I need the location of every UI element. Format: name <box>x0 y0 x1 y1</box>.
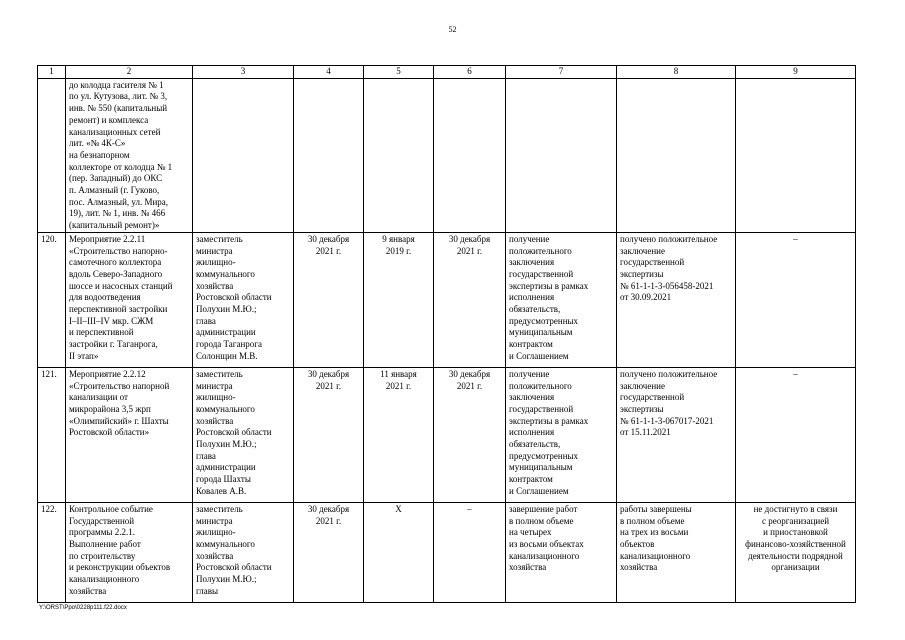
event-name-line: (капитальный ремонт)» <box>69 220 160 231</box>
fact-start-date-line: 9 января <box>382 233 415 244</box>
column-number-5: 5 <box>364 66 434 79</box>
event-name-line: (пер. Западный) до ОКС <box>69 173 163 184</box>
planned-result-line: и Соглашением <box>509 485 569 496</box>
actual-result-cell <box>617 502 736 602</box>
fact-start-date-line: 2021 г. <box>385 380 412 391</box>
actual-result-line: объектов <box>620 538 655 549</box>
column-number-4: 4 <box>294 66 364 79</box>
planned-result-line: экспертизы в рамках <box>509 415 589 426</box>
row-number-cell <box>38 232 66 367</box>
deviation-reason-line: с реорганизацией <box>761 515 830 526</box>
column-number-9: 9 <box>736 66 856 79</box>
planned-result-line: на четырех <box>509 527 552 538</box>
responsible-line: Ковалев А.В. <box>196 485 247 496</box>
actual-result-line: экспертизы <box>620 268 664 279</box>
event-name-line: «Строительство напорной <box>69 380 170 391</box>
responsible-line: Ростовской области <box>196 292 272 303</box>
actual-result-line: получено положительное <box>620 233 718 244</box>
actual-result-cell <box>617 367 736 502</box>
event-name-line: Мероприятие 2.2.11 <box>69 233 146 244</box>
table-row <box>38 367 856 502</box>
actual-result-line: государственной <box>620 257 685 268</box>
responsible-line: глава <box>196 315 216 326</box>
responsible-line: Солонщин М.В. <box>196 350 258 361</box>
event-name-line: «Олимпийский» г. Шахты <box>69 415 169 426</box>
responsible-line: коммунального <box>196 403 255 414</box>
column-number-7: 7 <box>506 66 617 79</box>
deviation-reason-cell <box>736 232 856 367</box>
event-name-line: и перспективной <box>69 327 134 338</box>
fact-end-date-line: 2021 г. <box>456 380 483 391</box>
fact-start-date-cell <box>364 78 434 232</box>
event-name-line: хозяйства <box>69 585 107 596</box>
planned-result-line: положительного <box>509 380 572 391</box>
event-name-line: «Строительство напорно- <box>69 245 168 256</box>
table-row <box>38 502 856 602</box>
event-name-line: п. Алмазный (г. Гуково, <box>69 185 160 196</box>
planned-result-line: контрактом <box>509 339 553 350</box>
responsible-line: заместитель <box>196 233 243 244</box>
event-name-cell <box>66 367 193 502</box>
deviation-reason-line: не достигнуто в связи <box>753 503 838 514</box>
responsible-line: Ростовской области <box>196 427 272 438</box>
fact-end-date-cell <box>434 367 506 502</box>
fact-end-date-cell <box>434 232 506 367</box>
responsible-cell <box>193 502 294 602</box>
file-path-footer: Y:\ORST\Ppo\0228p111.f22.docx <box>39 605 127 611</box>
responsible-line: города Таганрога <box>196 339 262 350</box>
event-name-line: ремонт) и комплекса <box>69 114 149 125</box>
actual-result-line: № 61-1-1-3-056458-2021 <box>620 280 714 291</box>
responsible-line: Полухин М.Ю.; <box>196 574 257 585</box>
event-name-line: Контрольное событие <box>69 503 153 514</box>
plan-date-cell <box>294 232 364 367</box>
actual-result-line: от 30.09.2021 <box>620 292 672 303</box>
deviation-reason-line: и приостановкой <box>763 527 828 538</box>
row-number: 120. <box>41 233 57 244</box>
actual-result-line: хозяйства <box>620 562 658 573</box>
event-name-line: лит. «№ 4К-С» <box>69 138 126 149</box>
responsible-line: Полухин М.Ю.; <box>196 439 257 450</box>
planned-result-line: канализационного <box>509 550 580 561</box>
table-row <box>38 78 856 232</box>
deviation-reason-cell <box>736 502 856 602</box>
page-number: 52 <box>448 25 457 34</box>
responsible-line: Ростовской области <box>196 562 272 573</box>
responsible-line: жилищно- <box>196 257 236 268</box>
deviation-reason-cell <box>736 367 856 502</box>
fact-end-date-line: – <box>467 503 472 514</box>
event-name-line: самотечного коллектора <box>69 257 162 268</box>
event-name-line: канализации от <box>69 392 128 403</box>
planned-result-cell <box>506 232 617 367</box>
actual-result-line: на трех из восьми <box>620 527 689 538</box>
event-name-cell <box>66 502 193 602</box>
plan-date-line: 2021 г. <box>315 380 342 391</box>
table-body <box>38 66 856 603</box>
event-name-line: Государственной <box>69 515 135 526</box>
event-name-line: и реконструкции объектов <box>69 562 171 573</box>
responsible-line: глава <box>196 450 216 461</box>
event-name-line: Ростовской области» <box>69 427 150 438</box>
column-number-1: 1 <box>38 66 66 79</box>
actual-result-line: государственной <box>620 392 685 403</box>
header-row <box>38 66 856 79</box>
plan-date-line: 30 декабря <box>307 368 350 379</box>
planned-result-line: предусмотренных <box>509 450 579 461</box>
actual-result-line: канализационного <box>620 550 691 561</box>
event-name-cell <box>66 78 193 232</box>
event-name-line: программы 2.2.1. <box>69 527 135 538</box>
event-name-line: застройки г. Таганрога, <box>69 339 158 350</box>
fact-end-date-cell <box>434 502 506 602</box>
actual-result-cell <box>617 232 736 367</box>
responsible-line: Полухин М.Ю.; <box>196 304 257 315</box>
fact-start-date-cell <box>364 367 434 502</box>
event-name-line: Мероприятие 2.2.12 <box>69 368 146 379</box>
table-row <box>38 232 856 367</box>
responsible-cell <box>193 232 294 367</box>
plan-date-line: 2021 г. <box>315 245 342 256</box>
plan-date-cell <box>294 78 364 232</box>
column-number-2: 2 <box>66 66 193 79</box>
column-number-3: 3 <box>193 66 294 79</box>
responsible-line: администрации <box>196 462 256 473</box>
responsible-line: жилищно- <box>196 392 236 403</box>
planned-result-line: получение <box>509 233 550 244</box>
planned-result-line: и Соглашением <box>509 350 569 361</box>
actual-result-line: экспертизы <box>620 403 664 414</box>
event-name-line: до колодца гасителя № 1 <box>69 79 164 90</box>
planned-result-line: получение <box>509 368 550 379</box>
actual-result-cell <box>617 78 736 232</box>
plan-date-line: 30 декабря <box>307 233 350 244</box>
responsible-line: хозяйства <box>196 550 234 561</box>
planned-result-line: положительного <box>509 245 572 256</box>
planned-result-line: обязательств, <box>509 439 561 450</box>
responsible-line: министра <box>196 380 233 391</box>
planned-result-cell <box>506 367 617 502</box>
event-name-line: по ул. Кутузова, лит. № 3, <box>69 91 168 102</box>
responsible-line: хозяйства <box>196 280 234 291</box>
fact-start-date-line: X <box>395 503 402 514</box>
deviation-reason-line: – <box>793 368 798 379</box>
actual-result-line: от 15.11.2021 <box>620 427 671 438</box>
event-name-line: вдоль Северо-Западного <box>69 268 163 279</box>
event-name-line: канализационного <box>69 574 140 585</box>
row-number: 121. <box>41 368 57 379</box>
report-table <box>37 65 856 603</box>
column-number-8: 8 <box>617 66 736 79</box>
planned-result-line: заключения <box>509 257 555 268</box>
deviation-reason-cell <box>736 78 856 232</box>
responsible-line: города Шахты <box>196 474 251 485</box>
fact-end-date-line: 30 декабря <box>448 233 491 244</box>
plan-date-cell <box>294 502 364 602</box>
event-name-line: пос. Алмазный, ул. Мира, <box>69 196 169 207</box>
actual-result-line: работы завершены <box>620 503 692 514</box>
responsible-line: коммунального <box>196 268 255 279</box>
column-number-6: 6 <box>434 66 506 79</box>
planned-result-line: исполнения <box>509 292 555 303</box>
fact-start-date-cell <box>364 502 434 602</box>
fact-start-date-line: 2019 г. <box>385 245 412 256</box>
event-name-line: II этап» <box>69 350 99 361</box>
fact-end-date-line: 30 декабря <box>448 368 491 379</box>
planned-result-line: муниципальным <box>509 327 573 338</box>
planned-result-line: из восьми объектах <box>509 538 584 549</box>
responsible-cell <box>193 367 294 502</box>
event-name-line: 19), лит. № 1, инв. № 466 <box>69 208 166 219</box>
planned-result-line: государственной <box>509 403 574 414</box>
responsible-line: министра <box>196 245 233 256</box>
plan-date-line: 30 декабря <box>307 503 350 514</box>
deviation-reason-line: финансово-хозяйственной <box>745 538 846 549</box>
event-name-line: микрорайона 3,5 жрп <box>69 403 151 414</box>
fact-start-date-cell <box>364 232 434 367</box>
actual-result-line: № 61-1-1-3-067017-2021 <box>620 415 714 426</box>
event-name-line: для водоотведения <box>69 292 141 303</box>
row-number-cell <box>38 78 66 232</box>
planned-result-line: заключения <box>509 392 555 403</box>
responsible-line: заместитель <box>196 368 243 379</box>
planned-result-line: предусмотренных <box>509 315 579 326</box>
row-number: 122. <box>41 503 57 514</box>
actual-result-line: заключение <box>620 380 665 391</box>
event-name-line: Выполнение работ <box>69 538 141 549</box>
event-name-line: канализационных сетей <box>69 126 161 137</box>
responsible-line: главы <box>196 585 219 596</box>
responsible-line: заместитель <box>196 503 243 514</box>
planned-result-line: исполнения <box>509 427 555 438</box>
responsible-line: администрации <box>196 327 256 338</box>
row-number-cell <box>38 367 66 502</box>
event-name-line: на безнапорном <box>69 149 130 160</box>
planned-result-line: завершение работ <box>509 503 578 514</box>
actual-result-line: заключение <box>620 245 665 256</box>
deviation-reason-line: организации <box>771 562 820 573</box>
actual-result-line: получено положительное <box>620 368 718 379</box>
planned-result-line: государственной <box>509 268 574 279</box>
deviation-reason-line: деятельности подрядной <box>748 550 843 561</box>
responsible-line: жилищно- <box>196 527 236 538</box>
actual-result-line: в полном объеме <box>620 515 685 526</box>
planned-result-line: экспертизы в рамках <box>509 280 589 291</box>
event-name-line: коллекторе от колодца № 1 <box>69 161 173 172</box>
event-name-cell <box>66 232 193 367</box>
responsible-line: коммунального <box>196 538 255 549</box>
responsible-line: министра <box>196 515 233 526</box>
row-number-cell <box>38 502 66 602</box>
responsible-line: хозяйства <box>196 415 234 426</box>
fact-end-date-line: 2021 г. <box>456 245 483 256</box>
planned-result-cell <box>506 78 617 232</box>
event-name-line: шоссе и насосных станций <box>69 280 173 291</box>
deviation-reason-line: – <box>793 233 798 244</box>
planned-result-line: контрактом <box>509 474 553 485</box>
event-name-line: инв. № 550 (капитальный <box>69 103 168 114</box>
fact-start-date-line: 11 января <box>380 368 417 379</box>
planned-result-line: обязательств, <box>509 304 561 315</box>
plan-date-line: 2021 г. <box>315 515 342 526</box>
event-name-line: по строительству <box>69 550 136 561</box>
planned-result-line: муниципальным <box>509 462 573 473</box>
planned-result-cell <box>506 502 617 602</box>
fact-end-date-cell <box>434 78 506 232</box>
planned-result-line: хозяйства <box>509 562 547 573</box>
planned-result-line: в полном объеме <box>509 515 574 526</box>
plan-date-cell <box>294 367 364 502</box>
event-name-line: перспективной застройки <box>69 304 168 315</box>
event-name-line: I–II–III–IV мкр. СЖМ <box>69 315 154 326</box>
responsible-cell <box>193 78 294 232</box>
